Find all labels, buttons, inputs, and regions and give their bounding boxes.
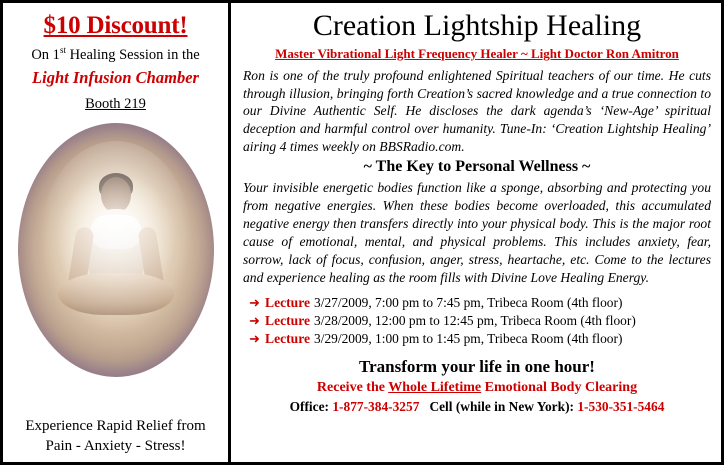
relief-tagline-line2: Pain - Anxiety - Stress! (45, 437, 186, 454)
arrow-bullet-icon: ➜ (249, 312, 260, 328)
relief-tagline-line1: Experience Rapid Relief from (25, 417, 206, 434)
receive-offer-emphasis: Whole Lifetime (388, 379, 482, 395)
receive-offer-post: Emotional Body Clearing (481, 379, 638, 395)
left-panel (3, 3, 231, 462)
discount-headline: $10 Discount! (43, 12, 188, 39)
page-title: Creation Lightship Healing (312, 9, 642, 42)
figure-head (101, 177, 131, 213)
list-item (249, 313, 711, 329)
lecture-details: 3/28/2009, 12:00 pm to 12:45 pm, Tribeca Room (4th floor) (314, 312, 636, 328)
booth-number: Booth 219 (85, 95, 146, 112)
figure-crossed-legs (58, 273, 174, 315)
biography-paragraph: Ron is one of the truly profound enlightened Spiritual teachers of our time. He cuts through illusion, bringing forth Creation’s sacred knowledge and a true connection to our Divine Authentic Self. He discloses the dark agenda’s ‘New-Age’ spiritual deception and harmful control over humanity. Tune-In: ‘Creation Lightship Healing’ airing 4 times weekly on BBSRadio.com. (243, 68, 711, 154)
office-label: Office: (289, 398, 329, 414)
discount-subtext-post: Healing Session in the (65, 47, 200, 64)
key-to-wellness-heading: ~ The Key to Personal Wellness ~ (363, 158, 591, 176)
arrow-bullet-icon: ➜ (249, 294, 260, 310)
lecture-label: Lecture (265, 312, 311, 328)
cell-label: Cell (while in New York): (429, 398, 574, 414)
lecture-details: 3/27/2009, 7:00 pm to 7:45 pm, Tribeca Room (4th floor) (314, 294, 623, 310)
light-infusion-chamber-title: Light Infusion Chamber (32, 67, 199, 87)
photo-oval-frame (18, 123, 214, 377)
discount-subtext (31, 45, 199, 64)
wellness-paragraph: Your invisible energetic bodies function like a sponge, absorbing and protecting you from negative energies. When these bodies become overloaded, this accumulated negative energy then transfers directly into your physical body. This is the major root cause of emotional, mental, and physical problems. This includes anxiety, fear, sorrow, lack of focus, confusion, anger, stress, heartache, etc. Come to the lectures and experience healing as the room fills with Divine Love Healing Energy. (243, 180, 711, 286)
discount-subtext-ordinal: st (59, 45, 66, 56)
meditation-photo (18, 123, 214, 377)
list-item (249, 331, 711, 347)
transform-tagline: Transform your life in one hour! (359, 356, 595, 376)
lecture-label: Lecture (265, 294, 311, 310)
relief-tagline (25, 416, 205, 459)
lecture-label: Lecture (265, 330, 311, 346)
right-panel (231, 3, 721, 462)
contact-line (243, 399, 711, 415)
receive-offer-pre: Receive the (316, 379, 389, 395)
cell-phone-number[interactable]: 1-530-351-5464 (577, 398, 665, 414)
arrow-bullet-icon: ➜ (249, 330, 260, 346)
receive-offer (243, 380, 711, 396)
lecture-list (243, 295, 711, 349)
figure-clothing (90, 215, 142, 249)
list-item (249, 295, 711, 311)
lecture-details: 3/29/2009, 1:00 pm to 1:45 pm, Tribeca Room (4th floor) (314, 330, 623, 346)
office-phone-number[interactable]: 1-877-384-3257 (332, 398, 420, 414)
subtitle-healer: Master Vibrational Light Frequency Healer ~ Light Doctor Ron Amitron (275, 46, 679, 61)
discount-subtext-pre: On 1 (31, 47, 60, 64)
